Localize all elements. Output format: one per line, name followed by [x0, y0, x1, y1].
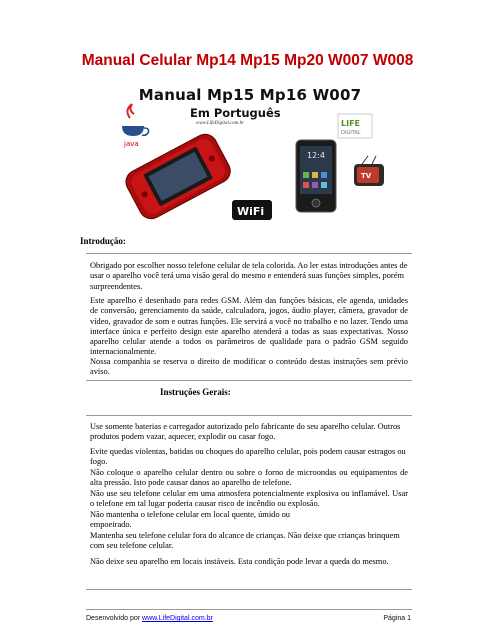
black-phone-icon [296, 140, 336, 212]
product-banner [100, 82, 400, 232]
general-paragraph-6: empoeirado. [90, 520, 132, 529]
general-paragraph-2: Evite quedas violentas, batidas ou choques do aparelho celular, pois podem causar estragos ou fogo. [90, 447, 406, 467]
banner-subheading: Em Português [190, 106, 281, 120]
banner-illustration [100, 82, 400, 232]
logo-line2: DIGITAL [341, 130, 361, 136]
general-paragraph-3: Não coloque o aparelho celular dentro ou sobre o forno de microondas ou equipamentos de alta pressão. Isto pode causar danos ao aparelho de telefone. [90, 468, 408, 488]
footer-prefix: Desenvolvido por [86, 615, 143, 622]
intro-paragraph-1: Obrigado por escolher nosso telefone celular de tela colorida. Ao ler estas introduções antes de usar o aparelho você terá uma visão geral do mesmo e entenderá suas funções simples, porém surpreendentes. [90, 261, 408, 291]
tv-icon [354, 156, 384, 186]
banner-heading: Manual Mp15 Mp16 W007 [138, 86, 362, 104]
logo-line1: LIFE [341, 119, 361, 128]
general-paragraph-4: Não use seu telefone celular em uma atmosfera potencialmente explosiva ou inflamável. Usar o telefone em tal lugar poderia causar risco de incêndio ou explosão. [90, 489, 408, 509]
footer-credit [86, 615, 213, 622]
general-paragraph-1: Use somente baterias e carregador autorizado pelo fabricante do seu aparelho celular. Outros produtos podem vazar, aquecer, explodir ou casar fogo. [90, 422, 401, 442]
life-digital-logo-icon [338, 114, 372, 138]
footer-link[interactable]: www.LifeDigital.com.br [142, 615, 213, 622]
footer-divider [86, 609, 412, 610]
general-paragraph-7: Mantenha seu telefone celular fora do alcance de crianças. Não deixe que crianças brinquem com seu telefone celular. [90, 531, 400, 551]
general-paragraph-8: Não deixe seu aparelho em locais instáveis. Esta condição pode levar a queda do mesmo. [90, 557, 389, 566]
intro-heading: Introdução: [80, 236, 126, 246]
banner-url: www.LifeDigital.com.br [196, 121, 245, 126]
wifi-label: WiFi [237, 205, 265, 218]
intro-paragraph-2: Este aparelho é desenhado para redes GSM. Além das funções básicas, ele agenda, unidades de conversão, gerenciamento da saúde, calculadora, jogos, áudio player, câmera, gravador de vídeo, gravador de som e outras funções. Ele servirá a você no trabalho e no lazer. Tendo uma interface única e perfeito design este aparelho atenderá a todas as suas expectativas. Nosso aparelho celular atende a todos os parâmetros de qualidade para o padrão GSM seguido internacionalmente. [90, 296, 408, 357]
intro-paragraph-3: Nossa companhia se reserva o direito de modificar o conteúdo destas instruções sem prévio aviso. [90, 357, 408, 377]
page-title: Manual Celular Mp14 Mp15 Mp20 W007 W008 [81, 52, 414, 69]
java-label: java [124, 140, 139, 148]
general-heading: Instruções Gerais: [160, 387, 231, 397]
svg-text:12:4: 12:4 [307, 151, 325, 160]
java-logo-icon [122, 104, 149, 148]
page-number: Página 1 [383, 615, 411, 622]
general-paragraph-5: Não mantenha o telefone celular em local quente, úmido ou [90, 510, 290, 519]
wifi-icon [232, 200, 272, 220]
tv-label: TV [361, 172, 372, 180]
